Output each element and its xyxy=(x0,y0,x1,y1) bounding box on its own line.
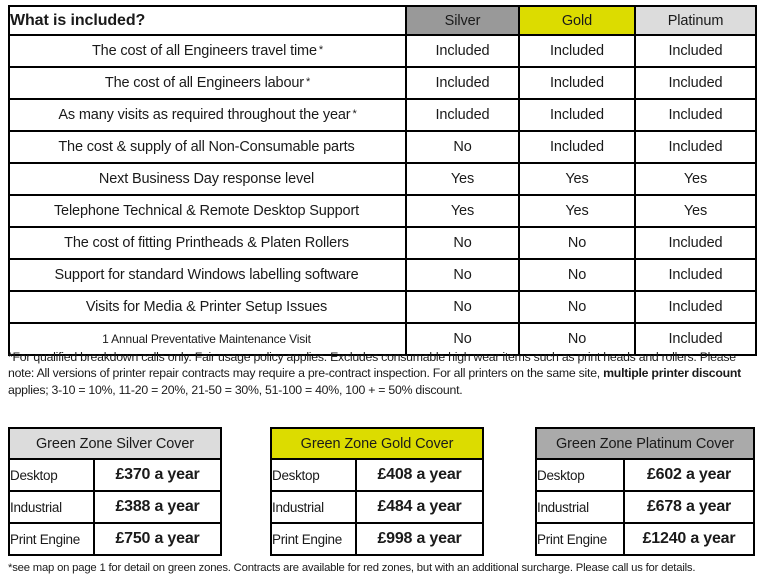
feature-text: 1 Annual Preventative Maintenance Visit xyxy=(102,332,311,346)
green-zone-footnote: *see map on page 1 for detail on green zones. Contracts are available for red zones, but with an additional surcharge. Please call us for details. xyxy=(8,562,696,574)
feature-text: The cost of all Engineers labour xyxy=(104,75,304,91)
feature-label xyxy=(9,291,406,323)
price-row xyxy=(271,491,483,523)
feature-label xyxy=(9,195,406,227)
table-row xyxy=(9,99,756,131)
feature-label xyxy=(9,35,406,67)
value-gold: Included xyxy=(519,35,635,67)
footnote-asterisk xyxy=(355,140,357,152)
feature-text: Support for standard Windows labelling software xyxy=(54,267,359,283)
table-row xyxy=(9,131,756,163)
price-row-value: £678 a year xyxy=(624,491,754,523)
feature-label xyxy=(9,131,406,163)
price-table-silver xyxy=(8,427,222,556)
price-row-value: £388 a year xyxy=(94,491,221,523)
footnote-asterisk: * xyxy=(318,44,324,56)
footnote-part-one: *For qualified breakdown calls only. Fair usage policy applies. Excludes consumable high wear items such as print heads and rollers. Please note: All versions of printer repair contracts may require a pre-contract inspection. For all printers on the same site, xyxy=(8,350,736,381)
table-row xyxy=(9,259,756,291)
price-row xyxy=(536,523,754,555)
column-header-feature: What is included? xyxy=(9,6,406,35)
value-platinum: Yes xyxy=(635,195,756,227)
feature-label xyxy=(9,163,406,195)
footnote-asterisk xyxy=(359,268,361,280)
price-row-value: £1240 a year xyxy=(624,523,754,555)
value-platinum: Included xyxy=(635,35,756,67)
comparison-table-container xyxy=(8,5,755,356)
value-silver: Yes xyxy=(406,163,519,195)
price-row xyxy=(536,459,754,491)
price-row xyxy=(9,523,221,555)
price-row xyxy=(271,459,483,491)
value-gold: Yes xyxy=(519,163,635,195)
price-row-value: £750 a year xyxy=(94,523,221,555)
value-gold: No xyxy=(519,323,635,355)
footnote-asterisk xyxy=(311,332,313,344)
table-row xyxy=(9,163,756,195)
column-header-platinum: Platinum xyxy=(635,6,756,35)
value-platinum: Included xyxy=(635,227,756,259)
price-row-label: Print Engine xyxy=(9,523,94,555)
column-header-silver: Silver xyxy=(406,6,519,35)
terms-footnote xyxy=(8,349,756,398)
value-gold: Included xyxy=(519,67,635,99)
value-platinum: Included xyxy=(635,259,756,291)
value-platinum: Included xyxy=(635,323,756,355)
table-row xyxy=(9,291,756,323)
price-row-label: Desktop xyxy=(271,459,356,491)
value-silver: Yes xyxy=(406,195,519,227)
price-box-gold xyxy=(270,427,484,556)
price-box-title: Green Zone Gold Cover xyxy=(271,428,483,459)
value-silver: Included xyxy=(406,99,519,131)
value-platinum: Included xyxy=(635,291,756,323)
table-row xyxy=(9,35,756,67)
feature-label xyxy=(9,227,406,259)
price-row xyxy=(536,491,754,523)
feature-label xyxy=(9,259,406,291)
value-platinum: Included xyxy=(635,67,756,99)
price-header-row xyxy=(271,428,483,459)
price-row xyxy=(9,491,221,523)
footnote-asterisk xyxy=(314,172,316,184)
price-row-value: £408 a year xyxy=(356,459,483,491)
price-header-row xyxy=(9,428,221,459)
value-platinum: Included xyxy=(635,99,756,131)
footnote-bold-phrase: multiple printer discount xyxy=(603,366,742,381)
value-silver: Included xyxy=(406,35,519,67)
price-box-silver xyxy=(8,427,222,556)
price-header-row xyxy=(536,428,754,459)
table-row xyxy=(9,67,756,99)
value-silver: No xyxy=(406,227,519,259)
feature-label xyxy=(9,67,406,99)
price-row-value: £998 a year xyxy=(356,523,483,555)
service-comparison-table xyxy=(8,5,757,356)
price-table-platinum xyxy=(535,427,755,556)
feature-text: As many visits as required throughout the year xyxy=(58,107,351,123)
value-gold: No xyxy=(519,291,635,323)
value-silver: No xyxy=(406,291,519,323)
price-row-label: Industrial xyxy=(9,491,94,523)
feature-text: Next Business Day response level xyxy=(98,171,315,187)
value-platinum: Yes xyxy=(635,163,756,195)
feature-text: Telephone Technical & Remote Desktop Support xyxy=(53,203,360,219)
price-row-value: £602 a year xyxy=(624,459,754,491)
value-gold: No xyxy=(519,227,635,259)
footnote-part-two: applies; 3-10 = 10%, 11-20 = 20%, 21-50 = 30%, 51-100 = 40%, 100 + = 50% discount. xyxy=(8,382,463,397)
feature-text: The cost of fitting Printheads & Platen Rollers xyxy=(64,235,349,251)
price-row-label: Desktop xyxy=(536,459,624,491)
feature-label xyxy=(9,99,406,131)
price-row xyxy=(271,523,483,555)
value-platinum: Included xyxy=(635,131,756,163)
table-row xyxy=(9,227,756,259)
footnote-asterisk xyxy=(359,204,361,216)
footnote-asterisk xyxy=(349,236,351,248)
price-row-value: £370 a year xyxy=(94,459,221,491)
value-silver: No xyxy=(406,323,519,355)
price-row-label: Desktop xyxy=(9,459,94,491)
table-row xyxy=(9,195,756,227)
price-row-label: Print Engine xyxy=(536,523,624,555)
price-table-gold xyxy=(270,427,484,556)
value-silver: Included xyxy=(406,67,519,99)
value-gold: No xyxy=(519,259,635,291)
price-row xyxy=(9,459,221,491)
value-silver: No xyxy=(406,259,519,291)
feature-text: Visits for Media & Printer Setup Issues xyxy=(85,299,328,315)
footnote-asterisk xyxy=(327,300,329,312)
price-box-platinum xyxy=(535,427,755,556)
value-silver: No xyxy=(406,131,519,163)
footnote-asterisk: * xyxy=(305,76,311,88)
column-header-gold: Gold xyxy=(519,6,635,35)
feature-text: The cost & supply of all Non-Consumable parts xyxy=(58,139,355,155)
price-row-value: £484 a year xyxy=(356,491,483,523)
footnote-asterisk: * xyxy=(352,108,357,120)
price-box-title: Green Zone Silver Cover xyxy=(9,428,221,459)
price-row-label: Industrial xyxy=(536,491,624,523)
feature-text: The cost of all Engineers travel time xyxy=(91,43,317,59)
table-header-row xyxy=(9,6,756,35)
value-gold: Included xyxy=(519,131,635,163)
comparison-table-body xyxy=(9,35,756,355)
value-gold: Yes xyxy=(519,195,635,227)
price-row-label: Industrial xyxy=(271,491,356,523)
value-gold: Included xyxy=(519,99,635,131)
price-box-title: Green Zone Platinum Cover xyxy=(536,428,754,459)
price-row-label: Print Engine xyxy=(271,523,356,555)
